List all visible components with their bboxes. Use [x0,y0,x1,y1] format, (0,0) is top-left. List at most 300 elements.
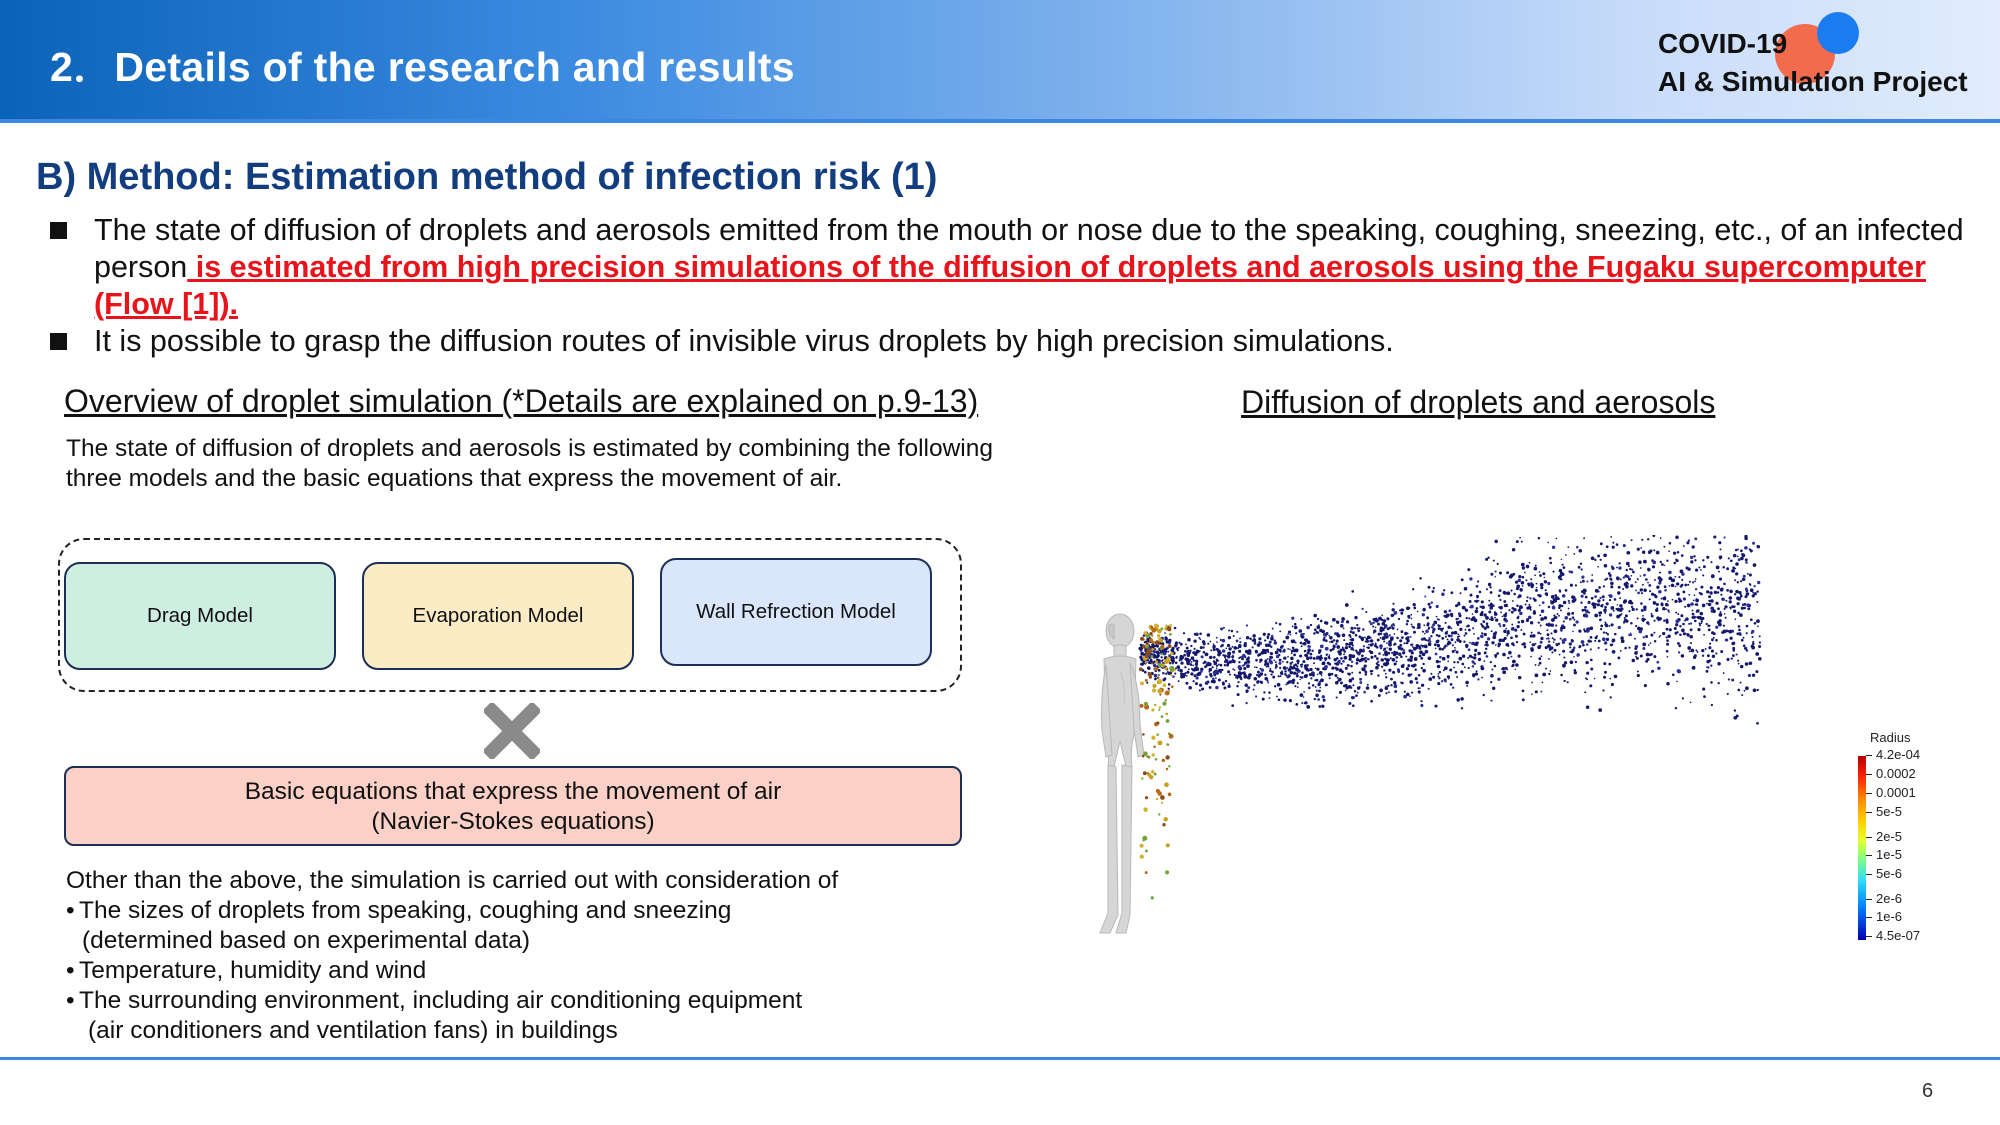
droplet-dot [1731,679,1734,682]
droplet-dot [1274,639,1276,641]
droplet-dot [1264,677,1268,681]
droplet-dot [1516,625,1519,628]
droplet-dot [1391,624,1393,626]
droplet-dot [1476,607,1479,610]
colorbar-label: 2e-6 [1876,891,1903,906]
droplet-dot [1584,691,1586,693]
droplet-dot [1365,671,1368,674]
droplet-dot [1735,562,1739,566]
droplet-dot [1398,653,1401,656]
droplet-dot [1486,622,1489,625]
droplet-dot [1289,671,1292,674]
droplet-dot [1570,660,1574,664]
droplet-dot [1215,677,1217,679]
droplet-dot [1745,558,1748,561]
droplet-dot [1737,612,1740,615]
droplet-dot [1738,558,1741,561]
droplet-dot [1599,614,1601,616]
droplet-dot [1438,635,1441,638]
droplet-dot [1240,673,1242,675]
colorbar-label: 1e-5 [1876,847,1903,862]
droplet-dot [1603,631,1605,633]
droplet-dot [1476,595,1479,598]
droplet-dot [1626,551,1630,555]
droplet-dot [1142,733,1145,736]
droplet-dot [1736,653,1738,655]
droplet-dot [1530,578,1532,580]
droplet-dot [1154,667,1158,671]
droplet-dot [1503,630,1506,633]
droplet-dot [1253,639,1256,642]
droplet-dot [1410,644,1413,647]
droplet-dot [1679,625,1681,627]
droplet-dot [1441,593,1445,597]
droplet-dot [1391,652,1393,654]
droplet-dot [1694,559,1696,561]
droplet-dot [1540,617,1544,621]
droplet-dot [1562,594,1566,598]
droplet-dot [1437,665,1441,669]
droplet-dot [1153,664,1156,667]
droplet-dot [1690,560,1693,563]
droplet-dot [1542,682,1544,684]
droplet-dot [1675,619,1679,623]
droplet-dot [1647,582,1649,584]
droplet-dot [1569,646,1571,648]
droplet-dot [1315,694,1319,698]
droplet-dot [1278,662,1281,665]
droplet-dot [1696,611,1698,613]
droplet-dot [1635,589,1637,591]
droplet-dot [1416,627,1418,629]
droplet-dot [1719,578,1722,581]
droplet-dot [1418,690,1421,693]
droplet-dot [1488,583,1491,586]
droplet-dot [1530,648,1534,652]
droplet-dot [1401,630,1404,633]
droplet-dot [1625,614,1628,617]
droplet-dot [1732,654,1735,657]
droplet-dot [1678,598,1681,601]
droplet-dot [1623,600,1626,603]
droplet-dot [1610,696,1612,698]
droplet-dot [1694,620,1697,623]
droplet-dot [1645,660,1648,663]
droplet-dot [1370,651,1373,654]
droplet-dot [1598,708,1602,712]
droplet-dot [1664,585,1667,588]
droplet-dot [1678,576,1680,578]
droplet-dot [1737,660,1739,662]
droplet-dot [1350,665,1353,668]
droplet-dot [1610,536,1612,538]
droplet-dot [1168,793,1172,797]
droplet-dot [1278,676,1280,678]
droplet-dot [1755,652,1759,656]
droplet-dot [1394,633,1396,635]
droplet-dot [1744,603,1747,606]
droplet-dot [1700,593,1703,596]
droplet-dot [1412,646,1414,648]
colorbar-label: 0.0001 [1876,785,1916,800]
droplet-dot [1749,548,1751,550]
droplet-dot [1431,626,1434,629]
droplet-dot [1329,636,1333,640]
drag-model-box: Drag Model [64,562,336,670]
droplet-dot [1382,636,1385,639]
droplet-dot [1342,660,1344,662]
droplet-dot [1562,626,1565,629]
droplet-dot [1678,600,1680,602]
droplet-dot [1293,672,1296,675]
droplet-dot [1654,620,1656,622]
droplet-dot [1444,680,1446,682]
droplet-dot [1466,625,1468,627]
droplet-dot [1668,550,1670,552]
droplet-dot [1444,666,1448,670]
droplet-dot [1154,773,1157,776]
droplet-dot [1291,652,1293,654]
droplet-dot [1604,622,1606,624]
droplet-dot [1617,591,1620,594]
droplet-dot [1281,645,1284,648]
droplet-dot [1559,591,1561,593]
droplet-dot [1459,592,1461,594]
droplet-dot [1394,683,1396,685]
droplet-dot [1393,653,1396,656]
droplet-dot [1275,651,1279,655]
droplet-dot [1502,616,1504,618]
droplet-dot [1513,627,1515,629]
droplet-dot [1487,626,1490,629]
droplet-dot [1273,659,1275,661]
droplet-dot [1310,677,1312,679]
droplet-dot [1159,706,1161,708]
droplet-dot [1728,557,1730,559]
droplet-dot [1751,630,1754,633]
droplet-dot [1377,623,1380,626]
droplet-dot [1334,658,1337,661]
droplet-dot [1706,670,1709,673]
droplet-dot [1650,613,1652,615]
droplet-dot [1622,588,1624,590]
droplet-dot [1651,633,1653,635]
droplet-dot [1589,684,1592,687]
droplet-dot [1684,606,1686,608]
droplet-dot [1258,641,1260,643]
droplet-dot [1637,548,1640,551]
droplet-dot [1506,668,1508,670]
droplet-dot [1726,589,1729,592]
droplet-dot [1216,667,1218,669]
droplet-dot [1213,656,1216,659]
droplet-dot [1581,576,1584,579]
droplet-dot [1414,669,1416,671]
droplet-dot [1729,600,1732,603]
droplet-dot [1583,589,1587,593]
droplet-dot [1343,685,1346,688]
droplet-dot [1218,663,1220,665]
droplet-dot [1216,665,1218,667]
droplet-dot [1620,636,1623,639]
droplet-dot [1364,636,1366,638]
droplet-dot [1339,678,1342,681]
droplet-dot [1481,667,1485,671]
droplet-dot [1568,600,1570,602]
droplet-dot [1531,693,1533,695]
droplet-dot [1706,623,1708,625]
droplet-dot [1352,678,1354,680]
droplet-dot [1733,649,1736,652]
droplet-dot [1403,664,1405,666]
droplet-dot [1414,657,1418,661]
droplet-dot [1583,609,1586,612]
droplet-dot [1511,624,1513,626]
droplet-dot [1474,653,1477,656]
droplet-dot [1313,632,1315,634]
droplet-dot [1694,594,1696,596]
droplet-dot [1301,671,1304,674]
droplet-dot [1692,581,1694,583]
droplet-dot [1199,689,1201,691]
droplet-dot [1329,677,1331,679]
droplet-dot [1253,689,1255,691]
droplet-dot [1734,709,1736,711]
droplet-dot [1663,546,1665,548]
droplet-dot [1236,631,1238,633]
droplet-dot [1481,677,1483,679]
droplet-dot [1469,600,1472,603]
droplet-dot [1299,654,1302,657]
droplet-dot [1142,755,1145,758]
droplet-dot [1424,633,1426,635]
droplet-dot [1238,665,1242,669]
droplet-dot [1287,636,1289,638]
droplet-dot [1164,667,1167,670]
other-intro: Other than the above, the simulation is carried out with consideration of [66,867,839,894]
droplet-dot [1544,577,1546,579]
droplet-dot [1510,636,1513,639]
droplet-dot [1656,551,1660,555]
droplet-dot [1340,657,1343,660]
droplet-dot [1603,585,1605,587]
droplet-dot [1593,605,1597,609]
droplet-dot [1387,652,1390,655]
droplet-dot [1569,642,1572,645]
droplet-dot [1160,653,1163,656]
droplet-dot [1297,682,1299,684]
droplet-dot [1305,638,1309,642]
droplet-dot [1222,649,1226,653]
droplet-dot [1645,578,1648,581]
droplet-dot [1584,606,1587,609]
droplet-dot [1692,545,1695,548]
droplet-dot [1539,605,1541,607]
droplet-dot [1381,615,1383,617]
droplet-dot [1506,635,1508,637]
droplet-dot [1158,674,1160,676]
droplet-dot [1252,634,1255,637]
droplet-dot [1144,671,1147,674]
droplet-dot [1669,585,1671,587]
droplet-dot [1314,698,1316,700]
droplet-dot [1534,599,1537,602]
droplet-dot [1460,670,1463,673]
droplet-dot [1568,602,1570,604]
droplet-dot [1175,662,1178,665]
droplet-dot [1392,658,1396,662]
droplet-dot [1436,660,1439,663]
colorbar-tick [1866,774,1872,775]
droplet-dot [1292,679,1295,682]
droplet-dot [1436,605,1439,608]
droplet-dot [1361,638,1364,641]
droplet-dot [1555,643,1558,646]
droplet-dot [1705,648,1707,650]
droplet-dot [1348,645,1351,648]
droplet-dot [1211,680,1215,684]
droplet-dot [1681,554,1684,557]
droplet-dot [1157,652,1160,655]
droplet-dot [1190,663,1193,666]
droplet-dot [1385,692,1387,694]
droplet-dot [1610,644,1613,647]
droplet-dot [1408,674,1411,677]
droplet-dot [1428,603,1431,606]
droplet-dot [1715,626,1718,629]
droplet-dot [1162,823,1165,826]
droplet-dot [1667,609,1669,611]
droplet-dot [1680,634,1682,636]
droplet-dot [1533,644,1535,646]
droplet-dot [1223,627,1225,629]
droplet-dot [1494,612,1498,616]
droplet-dot [1618,626,1621,629]
droplet-dot [1624,574,1627,577]
droplet-dot [1479,606,1481,608]
droplet-dot [1313,657,1316,660]
droplet-dot [1540,641,1543,644]
droplet-dot [1417,611,1419,613]
droplet-dot [1522,642,1525,645]
droplet-dot [1519,588,1522,591]
droplet-dot [1232,658,1234,660]
equation-line2: (Navier-Stokes equations) [371,808,655,835]
droplet-dot [1604,564,1608,568]
droplet-dot [1743,578,1746,581]
droplet-dot [1390,657,1392,659]
droplet-dot [1490,573,1493,576]
droplet-dot [1640,567,1642,569]
droplet-dot [1530,621,1533,624]
droplet-dot [1243,667,1246,670]
droplet-dot [1422,652,1426,656]
droplet-dot [1254,642,1256,644]
droplet-dot [1490,591,1493,594]
droplet-dot [1216,637,1218,639]
droplet-dot [1319,687,1321,689]
droplet-dot [1574,553,1576,555]
droplet-dot [1227,685,1230,688]
droplet-dot [1147,667,1150,670]
droplet-dot [1462,655,1465,658]
droplet-dot [1283,640,1286,643]
droplet-dot [1233,635,1235,637]
droplet-dot [1476,585,1479,588]
droplet-dot [1597,603,1600,606]
droplet-dot [1187,638,1191,642]
droplet-dot [1448,634,1450,636]
droplet-dot [1314,628,1317,631]
droplet-dot [1236,685,1238,687]
droplet-dot [1565,589,1568,592]
droplet-dot [1224,660,1227,663]
droplet-dot [1720,594,1722,596]
colorbar-label: 1e-6 [1876,909,1903,924]
droplet-dot [1681,600,1683,602]
droplet-dot [1146,646,1149,649]
droplet-dot [1640,602,1643,605]
droplet-dot [1518,609,1521,612]
droplet-dot [1635,656,1637,658]
droplet-dot [1628,578,1631,581]
droplet-dot [1677,613,1679,615]
droplet-dot [1350,687,1352,689]
droplet-dot [1176,648,1179,651]
droplet-dot [1156,645,1159,648]
droplet-dot [1628,634,1631,637]
droplet-dot [1427,639,1429,641]
droplet-dot [1594,595,1597,598]
droplet-dot [1724,536,1726,538]
droplet-dot [1555,625,1557,627]
droplet-dot [1552,637,1554,639]
droplet-dot [1340,649,1343,652]
droplet-dot [1164,782,1169,787]
droplet-dot [1548,673,1550,675]
droplet-dot [1709,659,1712,662]
droplet-dot [1643,574,1646,577]
droplet-dot [1308,645,1311,648]
droplet-dot [1518,575,1521,578]
droplet-dot [1524,646,1527,649]
droplet-dot [1489,618,1491,620]
droplet-dot [1718,571,1720,573]
droplet-dot [1406,623,1408,625]
droplet-dot [1420,657,1423,660]
droplet-dot [1505,628,1507,630]
droplet-dot [1521,620,1524,623]
droplet-dot [1755,670,1758,673]
droplet-dot [1378,694,1381,697]
droplet-dot [1708,629,1711,632]
droplet-dot [1506,591,1510,595]
droplet-dot [1675,586,1677,588]
droplet-dot [1168,644,1172,648]
droplet-dot [1459,620,1462,623]
droplet-dot [1628,565,1630,567]
droplet-dot [1610,582,1614,586]
droplet-dot [1349,654,1353,658]
droplet-dot [1220,627,1223,630]
square-bullet-icon [50,333,67,350]
droplet-dot [1656,603,1659,606]
droplet-dot [1351,590,1354,593]
droplet-dot [1662,607,1665,610]
droplet-dot [1706,603,1708,605]
droplet-dot [1314,679,1316,681]
droplet-dot [1665,619,1668,622]
